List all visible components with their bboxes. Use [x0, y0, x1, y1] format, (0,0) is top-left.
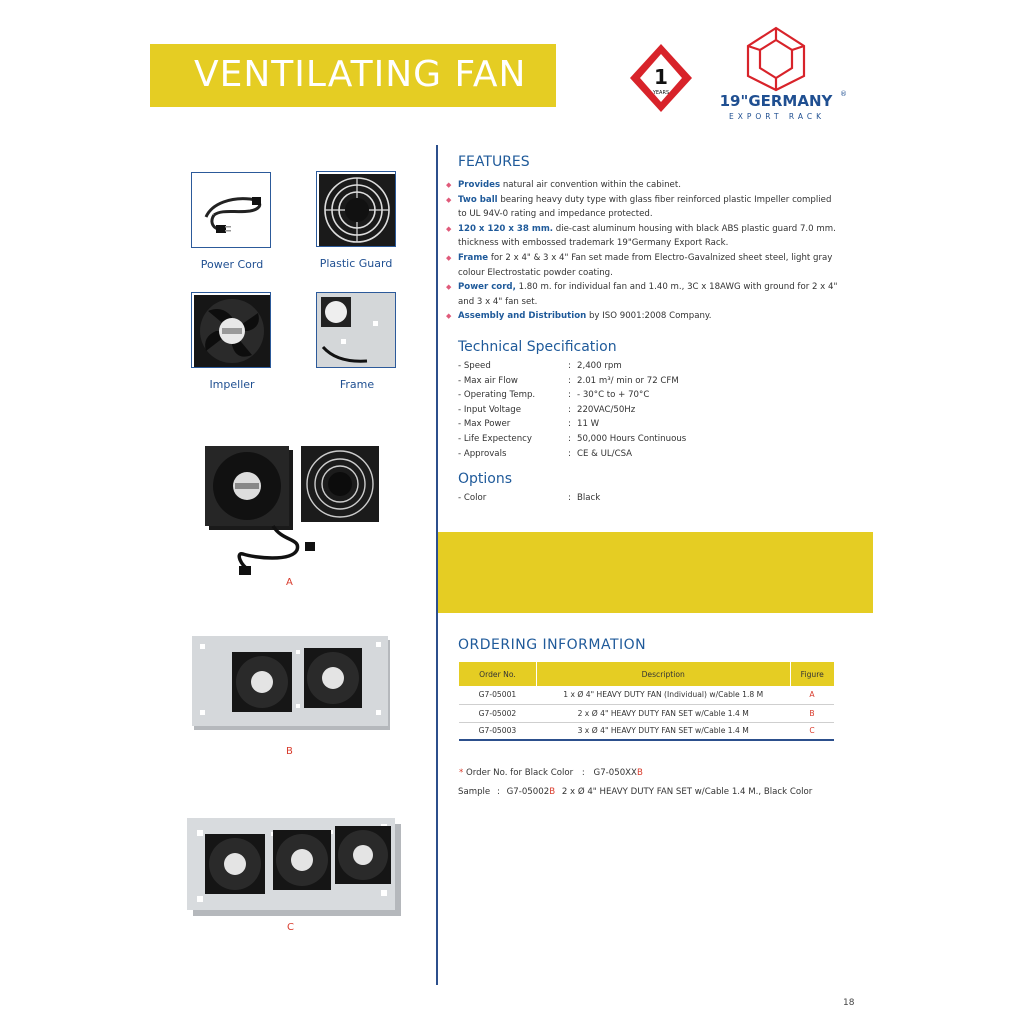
spec-row: - Operating Temp. : - 30°C to + 70°C — [458, 390, 650, 401]
power-cord-icon — [192, 173, 271, 248]
power-cord-image — [191, 172, 271, 248]
table-row: G7-05001 1 x Ø 4" HEAVY DUTY FAN (Individual) w/Cable 1.8 M A — [459, 686, 835, 704]
spec-row: - Max Power : 11 W — [458, 419, 600, 430]
feature-item: ◆ Two ball bearing heavy duty type with glass fiber reinforced plastic Impeller complied to UL 94V-0 rating and impedance protected. — [446, 193, 841, 222]
frame-image — [316, 292, 396, 368]
yellow-band — [438, 532, 873, 613]
ordering-heading: ORDERING INFORMATION — [458, 637, 647, 653]
thumb-label-power-cord: Power Cord — [200, 258, 264, 271]
option-row: - Color : Black — [458, 493, 601, 503]
warranty-badge — [628, 42, 694, 114]
column-header: Description — [536, 662, 790, 686]
figure-b-two-fan-set — [192, 634, 392, 732]
title-banner — [150, 44, 556, 107]
ordering-table — [458, 662, 834, 741]
brand-logo — [708, 26, 848, 126]
spec-row: - Approvals : CE & UL/CSA — [458, 448, 633, 459]
feature-item: ◆ Assembly and Distribution by ISO 9001:2008 Company. — [446, 309, 841, 324]
figure-c-label: C — [287, 922, 294, 933]
options-list — [458, 493, 758, 508]
page-number: 18 — [843, 998, 855, 1008]
table-row: G7-05003 3 x Ø 4" HEAVY DUTY FAN SET w/Cable 1.4 M C — [459, 722, 835, 740]
badge-number: 1 — [654, 65, 668, 89]
spec-row: - Input Voltage : 220VAC/50Hz — [458, 404, 636, 415]
page-title: VENTILATING FAN — [194, 54, 527, 95]
feature-item: ◆ Frame for 2 x 4" & 3 x 4" Fan set made from Electro-Gavalnized sheet steel, light gray colour Electrostatic powder coating. — [446, 251, 841, 280]
figure-a-fan-kit — [205, 442, 385, 587]
plastic-guard-icon — [317, 172, 396, 247]
brand-subtitle: EXPORT RACK — [729, 112, 825, 121]
thumb-label-plastic-guard: Plastic Guard — [319, 257, 393, 270]
technical-spec-list — [458, 361, 758, 463]
column-header: Order No. — [459, 662, 537, 686]
figure-c-three-fan-set — [187, 812, 402, 918]
brand-name: 19"GERMANY — [719, 92, 833, 110]
technical-heading: Technical Specification — [458, 339, 617, 355]
features-heading: FEATURES — [458, 154, 530, 170]
features-list — [446, 178, 841, 324]
badge-text: YEARS — [652, 90, 670, 96]
black-color-note: * Order No. for Black Color : G7-050XXB — [459, 768, 643, 778]
frame-icon — [317, 293, 396, 368]
spec-row: - Max air Flow : 2.01 m³/ min or 72 CFM — [458, 375, 679, 386]
thumb-label-impeller: Impeller — [209, 378, 255, 391]
spec-row: - Speed : 2,400 rpm — [458, 361, 622, 371]
figure-b-label: B — [286, 746, 293, 757]
options-heading: Options — [458, 471, 513, 487]
impeller-image — [191, 292, 271, 368]
feature-item: ◆ Power cord, 1.80 m. for individual fan and 1.40 m., 3C x 18AWG with ground for 2 x 4" and 3 x 4" fan set. — [446, 280, 841, 309]
plastic-guard-image — [316, 171, 396, 247]
column-header: Figure — [790, 662, 834, 686]
figure-a-label: A — [286, 577, 293, 588]
table-row: G7-05002 2 x Ø 4" HEAVY DUTY FAN SET w/Cable 1.4 M B — [459, 704, 835, 722]
sample-note: Sample : G7-05002B 2 x Ø 4" HEAVY DUTY FAN SET w/Cable 1.4 M., Black Color — [458, 787, 813, 797]
registered-mark: ® — [840, 90, 847, 98]
cube-logo-icon — [708, 26, 848, 92]
feature-item: ◆ Provides natural air convention within the cabinet. — [446, 178, 841, 193]
impeller-icon — [192, 293, 271, 368]
thumb-label-frame: Frame — [339, 378, 375, 391]
spec-row: - Life Expectency : 50,000 Hours Continuous — [458, 433, 687, 444]
feature-item: ◆ 120 x 120 x 38 mm. die-cast aluminum housing with black ABS plastic guard 7.0 mm. thickness with embossed trademark 19"Germany Export Rack. — [446, 222, 841, 251]
